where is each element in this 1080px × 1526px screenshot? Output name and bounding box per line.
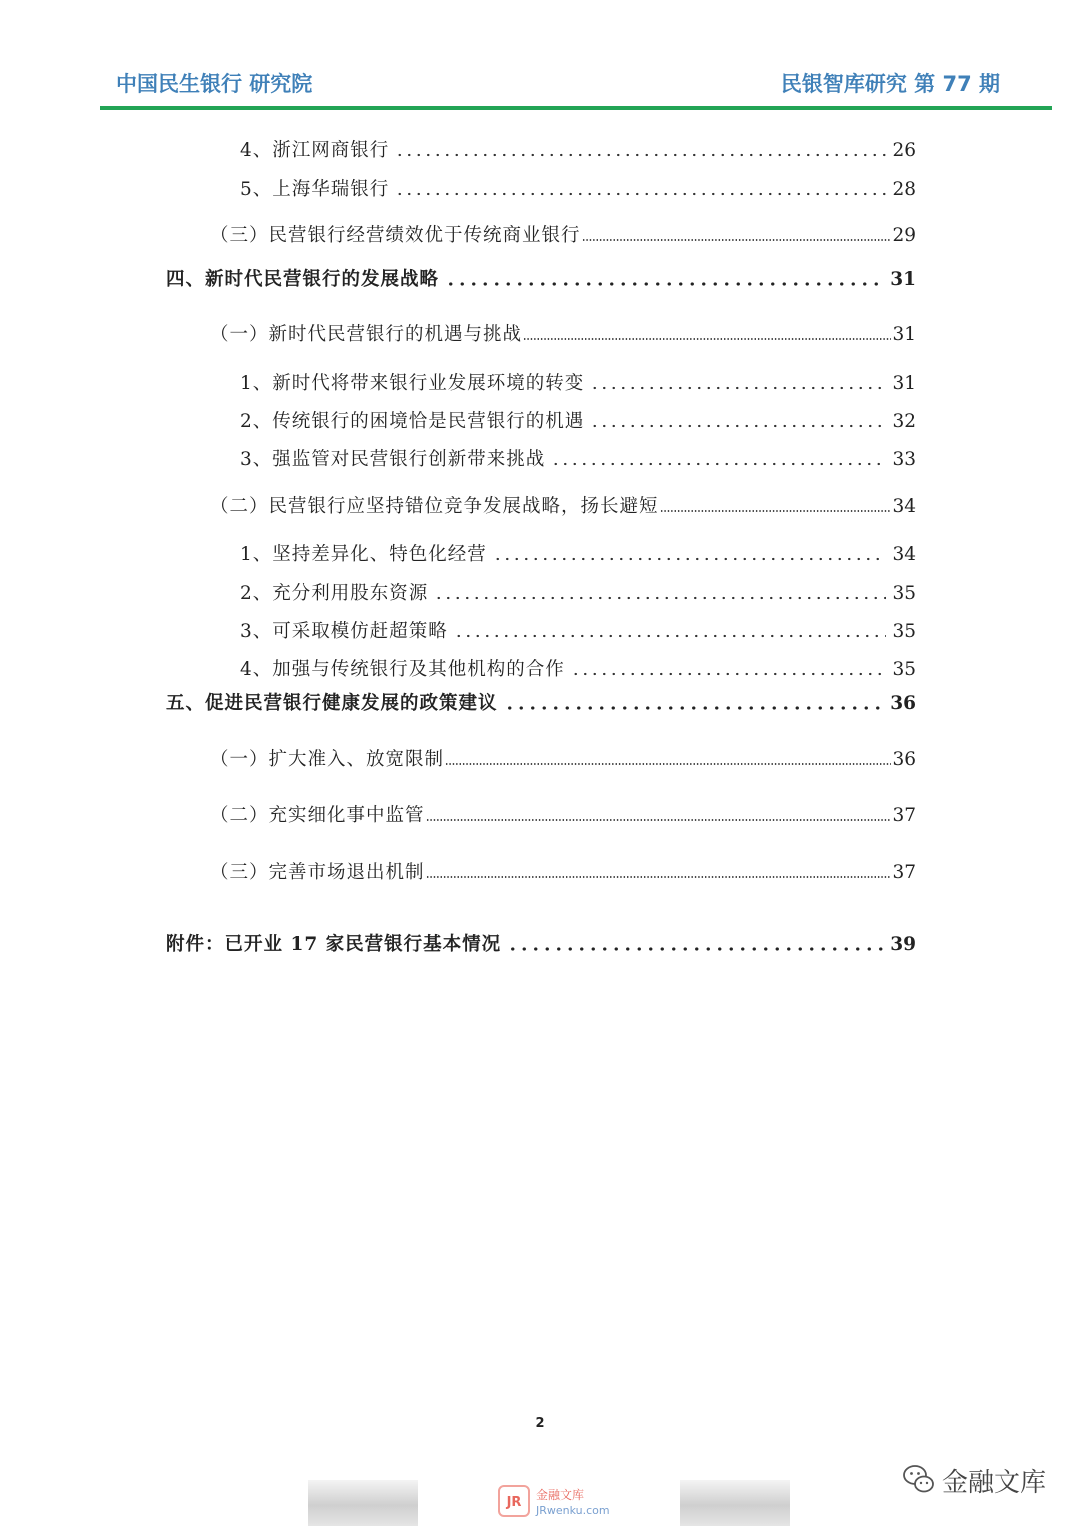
toc-dot-leader [493, 556, 887, 562]
toc-dot-leader [426, 817, 892, 823]
toc-entry-label: （二）民营银行应坚持错位竞争发展战略，扬长避短 [210, 496, 659, 517]
toc-entry[interactable] [240, 541, 916, 569]
toc-entry[interactable] [210, 802, 916, 830]
toc-dot-leader [582, 237, 892, 243]
toc-entry-chapter[interactable] [166, 266, 916, 294]
toc-entry[interactable] [210, 222, 916, 250]
toc-entry-page: 37 [892, 805, 916, 826]
toc-entry-page: 31 [892, 373, 916, 394]
toc-entry[interactable] [240, 446, 916, 474]
toc-entry-page: 37 [892, 862, 916, 883]
toc-entry-label: 四、新时代民营银行的发展战略 [166, 269, 440, 290]
toc-entry-label: （二）充实细化事中监管 [210, 805, 425, 826]
toc-entry-page: 34 [892, 496, 916, 517]
toc-entry[interactable] [240, 408, 916, 436]
toc-entry-label: 1、新时代将带来银行业发展环境的转变 [240, 373, 585, 394]
header-left-title: 中国民生银行 研究院 [116, 72, 313, 96]
wechat-icon [902, 1462, 936, 1496]
toc-entry-page: 34 [892, 544, 916, 565]
jr-watermark-domain: JRwenku.com [536, 1504, 610, 1517]
toc-dot-leader [426, 874, 892, 880]
toc-entry[interactable] [240, 137, 916, 165]
toc-dot-leader [434, 595, 886, 601]
toc-entry[interactable] [240, 656, 916, 684]
toc-entry-label: （三）民营银行经营绩效优于传统商业银行 [210, 225, 581, 246]
toc-entry[interactable] [210, 859, 916, 887]
toc-entry-label: （三）完善市场退出机制 [210, 862, 425, 883]
toc-entry-page: 35 [892, 659, 916, 680]
toc-entry-label: 4、浙江网商银行 [240, 140, 390, 161]
toc-dot-leader [504, 705, 885, 711]
toc-dot-leader [590, 423, 886, 429]
blurred-region [680, 1480, 790, 1526]
toc-entry[interactable] [240, 618, 916, 646]
toc-entry-chapter[interactable] [166, 931, 916, 959]
wechat-account-name: 金融文库 [942, 1468, 1047, 1498]
toc-entry-label: 4、加强与传统银行及其他机构的合作 [240, 659, 565, 680]
toc-entry-label: 附件：已开业 17 家民营银行基本情况 [166, 934, 502, 955]
toc-dot-leader [571, 671, 887, 677]
toc-entry[interactable] [240, 176, 916, 204]
toc-entry[interactable] [240, 370, 916, 398]
toc-entry-page: 31 [892, 324, 916, 345]
toc-entry-label: 五、促进民营银行健康发展的政策建议 [166, 693, 498, 714]
toc-dot-leader [445, 761, 891, 767]
toc-dot-leader [523, 336, 891, 342]
toc-entry-page: 36 [890, 693, 916, 714]
toc-entry-label: 2、充分利用股东资源 [240, 583, 429, 604]
header-divider [100, 106, 1052, 110]
toc-dot-leader [395, 191, 886, 197]
jr-watermark-name: 金融文库 [536, 1488, 585, 1502]
toc-entry-label: 3、强监管对民营银行创新带来挑战 [240, 449, 546, 470]
blurred-region [308, 1480, 418, 1526]
toc-dot-leader [590, 385, 886, 391]
toc-entry-page: 29 [892, 225, 916, 246]
toc-entry-label: （一）扩大准入、放宽限制 [210, 749, 445, 770]
toc-entry[interactable] [240, 580, 916, 608]
toc-entry-page: 36 [892, 749, 916, 770]
toc-entry-label: 3、可采取模仿赶超策略 [240, 621, 448, 642]
toc-dot-leader [395, 152, 886, 158]
toc-entry-chapter[interactable] [166, 690, 916, 718]
header-right-title: 民银智库研究 第 77 期 [780, 72, 1000, 96]
toc-entry[interactable] [210, 321, 916, 349]
toc-dot-leader [445, 281, 884, 287]
toc-entry[interactable] [210, 746, 916, 774]
toc-dot-leader [507, 946, 884, 952]
toc-entry-label: 2、传统银行的困境恰是民营银行的机遇 [240, 411, 585, 432]
toc-entry-page: 33 [892, 449, 916, 470]
toc-entry-label: 1、坚持差异化、特色化经营 [240, 544, 487, 565]
page-number: 2 [535, 1416, 545, 1431]
toc-entry-page: 35 [892, 621, 916, 642]
toc-entry-page: 28 [892, 179, 916, 200]
toc-dot-leader [454, 633, 887, 639]
toc-entry-page: 39 [890, 934, 916, 955]
toc-entry-label: （一）新时代民营银行的机遇与挑战 [210, 324, 523, 345]
toc-entry-label: 5、上海华瑞银行 [240, 179, 390, 200]
toc-entry[interactable] [210, 493, 916, 521]
toc-entry-page: 31 [890, 269, 916, 290]
toc-dot-leader [551, 461, 886, 467]
toc-entry-page: 35 [892, 583, 916, 604]
toc-dot-leader [660, 508, 892, 514]
toc-entry-page: 32 [892, 411, 916, 432]
toc-entry-page: 26 [892, 140, 916, 161]
jr-logo-icon: JR [498, 1485, 530, 1517]
